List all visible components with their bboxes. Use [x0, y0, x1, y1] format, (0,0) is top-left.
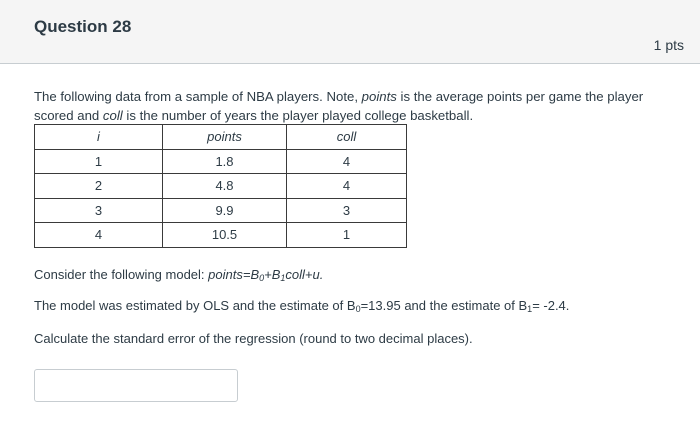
table-row	[35, 149, 407, 174]
data-table	[34, 124, 407, 248]
intro-text-3: is the number of years the player played college basketball.	[122, 108, 474, 123]
model-sub1: 1	[280, 273, 286, 283]
model-lhs: points=B	[208, 267, 260, 282]
cell-coll: 4	[287, 149, 407, 174]
model-rhs: coll+u.	[285, 267, 324, 282]
table-row	[35, 174, 407, 199]
estimate-sub1: 1	[527, 304, 533, 314]
header-points: points	[163, 125, 287, 150]
question-body	[0, 65, 700, 426]
question-prompt: Calculate the standard error of the regression (round to two decimal places).	[34, 331, 473, 346]
answer-input[interactable]	[34, 369, 238, 402]
intro-text-2: is the average points per game the player scored and	[34, 89, 644, 123]
intro-text-1: The following data from a sample of NBA players. Note,	[34, 89, 362, 104]
cell-coll: 3	[287, 198, 407, 223]
question-points: 1 pts	[653, 37, 684, 53]
model-sub0: 0	[259, 273, 265, 283]
estimate-sub0: 0	[355, 304, 361, 314]
model-prefix: Consider the following model:	[34, 267, 209, 282]
estimate-statement	[34, 298, 569, 314]
cell-i: 4	[35, 223, 163, 248]
intro-term-coll: coll	[102, 108, 123, 123]
table-row	[35, 223, 407, 248]
cell-points: 1.8	[163, 149, 287, 174]
cell-coll: 4	[287, 174, 407, 199]
header-i: i	[35, 125, 163, 150]
cell-i: 1	[35, 149, 163, 174]
header-coll: coll	[287, 125, 407, 150]
cell-i: 2	[35, 174, 163, 199]
cell-points: 9.9	[163, 198, 287, 223]
cell-coll: 1	[287, 223, 407, 248]
cell-points: 4.8	[163, 174, 287, 199]
cell-points: 10.5	[163, 223, 287, 248]
question-header	[0, 0, 700, 64]
model-plus: +B	[264, 267, 281, 282]
question-intro	[34, 87, 674, 125]
estimate-text-a: The model was estimated by OLS and the estimate of B	[34, 298, 356, 313]
model-statement	[34, 267, 323, 283]
cell-i: 3	[35, 198, 163, 223]
estimate-text-b: =13.95 and the estimate of B	[360, 298, 528, 313]
table-header-row	[35, 125, 407, 150]
question-title: Question 28	[34, 17, 132, 36]
intro-term-points: points	[361, 89, 397, 104]
table-row	[35, 198, 407, 223]
estimate-text-c: = -2.4.	[532, 298, 570, 313]
